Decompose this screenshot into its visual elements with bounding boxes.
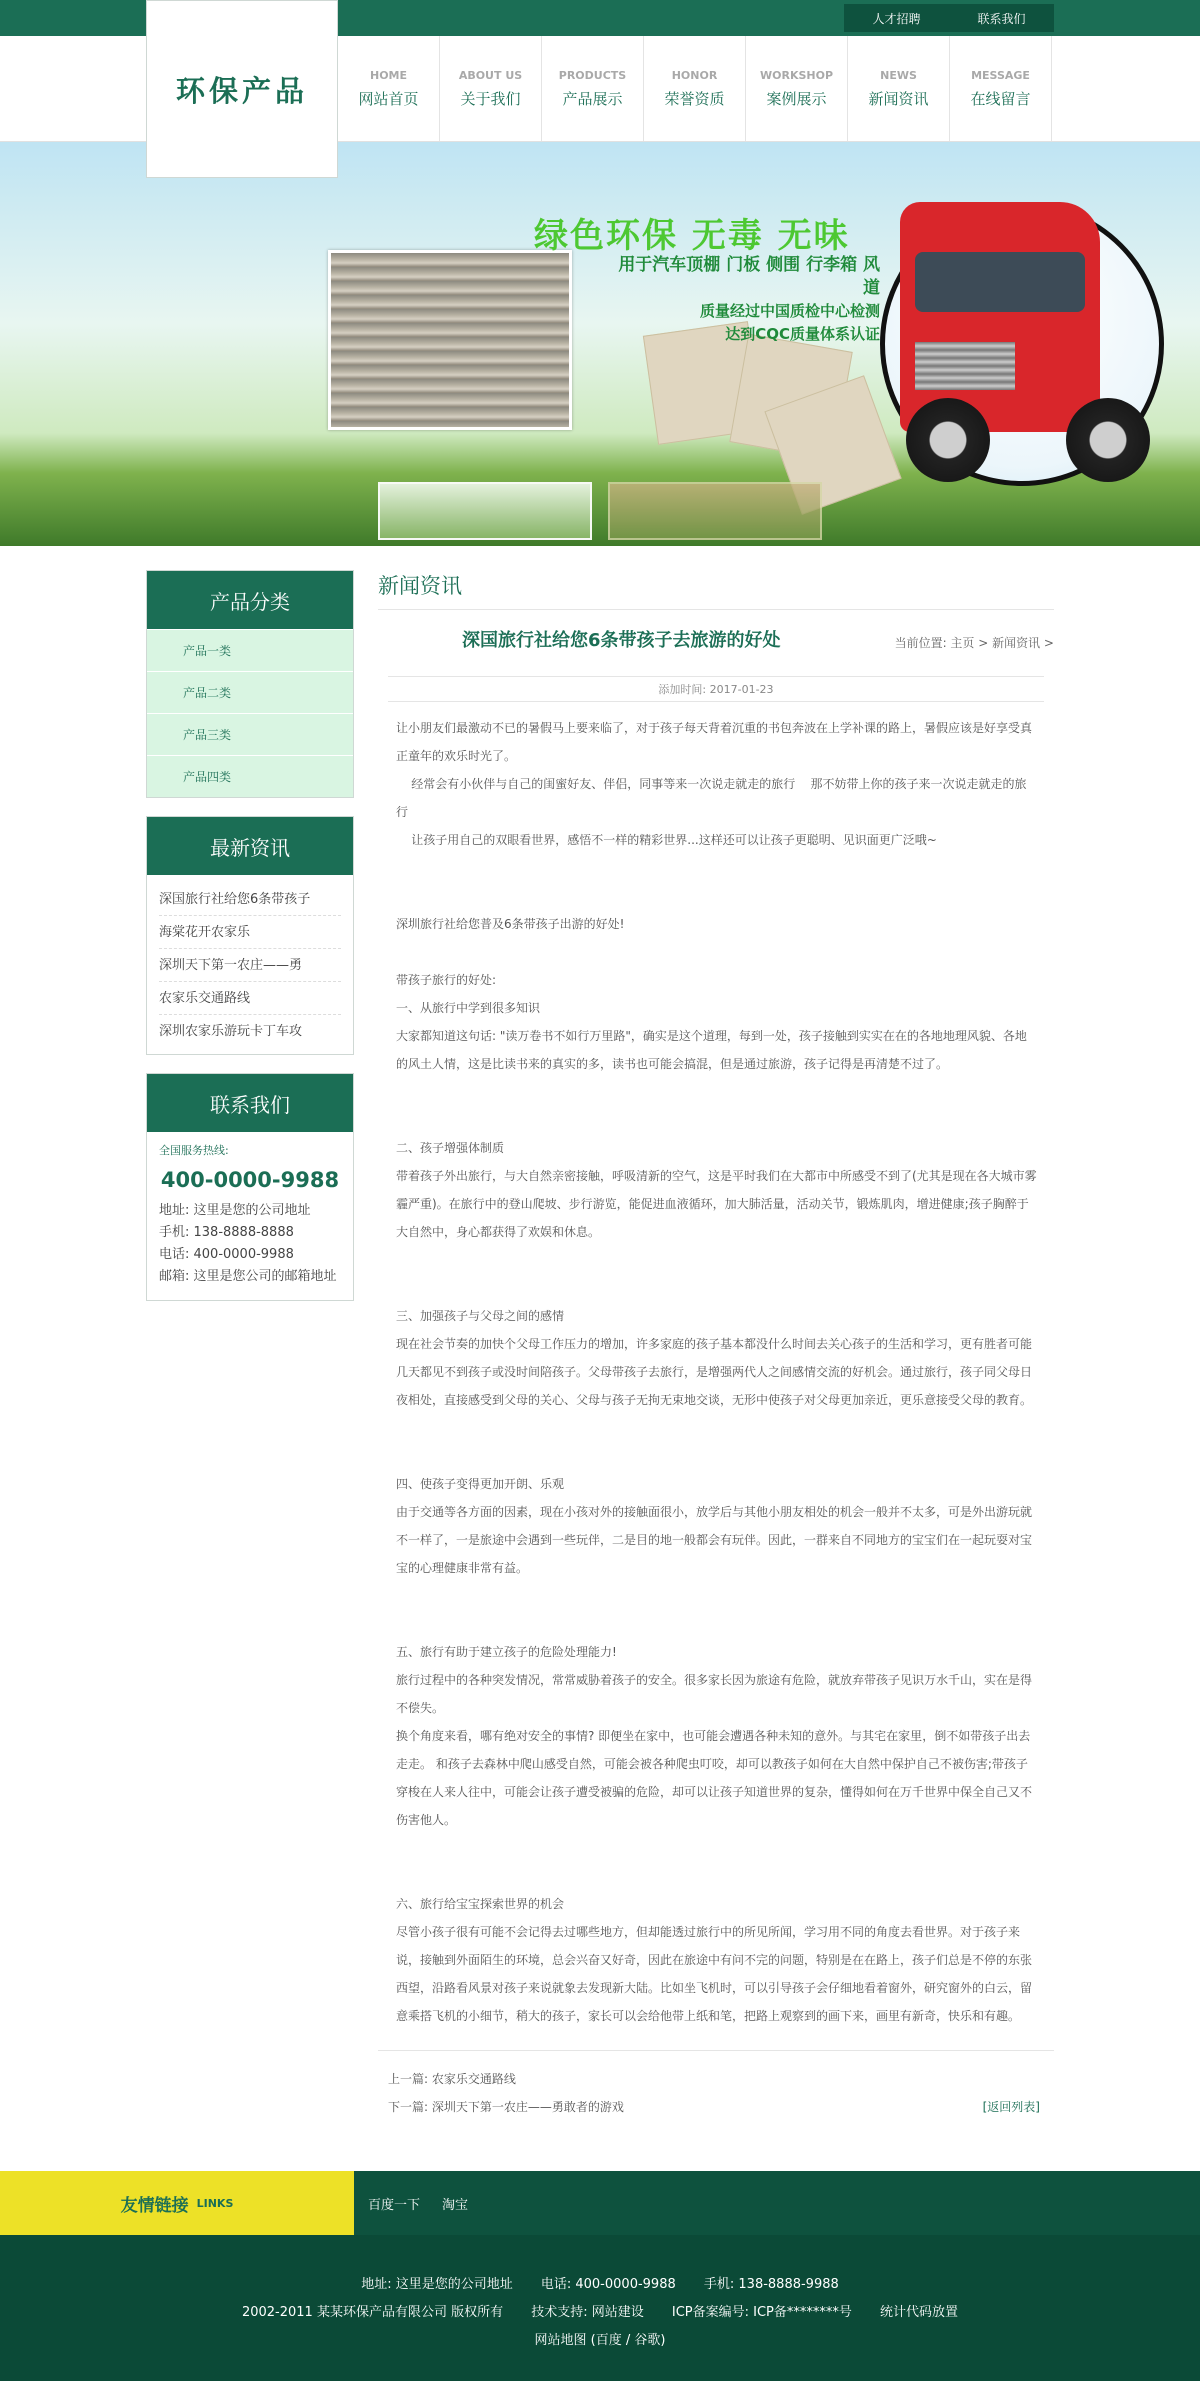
nav-item-workshop[interactable] [746,36,848,141]
footer-mobile: 手机: 138-8888-9988 [703,2277,839,2292]
nav-item-home[interactable] [338,36,440,141]
banner-truck-wheel [1066,398,1150,482]
top-link-contact[interactable]: 联系我们 [977,11,1026,26]
site-logo[interactable] [146,0,338,178]
news-link[interactable]: 深圳农家乐游玩卡丁车攻 [159,1024,303,1039]
news-link[interactable]: 农家乐交通路线 [159,982,341,1015]
news-link[interactable]: 深圳天下第一农庄——勇 [159,949,341,982]
hero-banner [0,142,1200,546]
article-subheading: 三、加强孩子与父母之间的感情 [396,1309,565,1323]
footer-line-2 [0,2299,1200,2327]
latest-news-box [146,816,354,1055]
nav-en: NEWS [880,68,917,82]
article-body [378,702,1054,2030]
nav-item-news[interactable] [848,36,950,141]
banner-line: 用于汽车顶棚 门板 侧围 行李箱 风道 [618,255,880,298]
contact-email: 邮箱: 这里是您公司的邮箱地址 [159,1269,337,1284]
banner-product-photo [328,250,572,430]
article-subheading: 六、旅行给宝宝探索世界的机会 [396,1897,565,1911]
logo-text: 环保产品 [175,73,308,108]
latest-news-title: 最新资讯 [147,817,353,875]
friend-links-title-en: LINKS [196,2196,234,2210]
news-link[interactable]: 深国旅行社给您6条带孩子 [159,883,341,916]
contact-address: 地址: 这里是您的公司地址 [159,1203,311,1218]
sidebar [146,570,354,2121]
footer-address: 地址: 这里是您的公司地址 [361,2277,513,2292]
header [0,36,1200,142]
article-paragraph: 让小朋友们最激动不已的暑假马上要来临了，对于孩子每天背着沉重的书包奔波在上学补课的路上，暑假应该是好享受真正童年的欢乐时光了。 [396,721,1033,763]
friend-links-label [0,2171,354,2235]
back-to-list-link[interactable]: [返回列表] [982,2100,1040,2114]
contact-box [146,1073,354,1301]
banner-line: 质量经过中国质检中心检测 [699,302,880,320]
nav-en: WORKSHOP [759,68,834,82]
banner-truck-window [915,252,1085,312]
nav-en: ABOUT US [458,68,523,82]
top-link-jobs[interactable]: 人才招聘 [872,11,921,26]
banner-thumbnails [378,482,838,540]
banner-feature-lines [610,254,880,346]
article-date: 添加时间: 2017-01-23 [388,676,1044,702]
banner-truck-grill [915,342,1015,390]
nav-item-message[interactable] [950,36,1052,141]
article-paragraph: 经常会有小伙伴与自己的闺蜜好友、伴侣，同事等来一次说走就走的旅行 那不妨带上你的孩子来一次说走就走的旅行 [396,777,1027,819]
contact-mobile: 手机: 138-8888-8888 [159,1225,294,1240]
nav-cn: 在线留言 [970,89,1031,108]
footer-tech-support[interactable]: 技术支持: 网站建设 [531,2305,644,2320]
article-paragraph: 带孩子旅行的好处: [396,973,497,987]
category-item[interactable]: 产品四类 [147,755,353,797]
top-links [844,4,1054,32]
article-paragraph: 换个角度来看，哪有绝对安全的事情? 即便坐在家中，也可能会遭遇各种未知的意外。与其宅在家里，倒不如带孩子出去走走。 和孩子去森林中爬山感受自然，可能会被各种爬虫叮咬，却可以教孩子如何在大自然中保护自己不被伤害;带孩子穿梭在人来人往中，可能会让孩子遭受被骗的危险，却可以让孩子知道世界的复杂，懂得如何在万千世界中保全自己又不伤害他人。 [396,1729,1033,1827]
nav-item-products[interactable] [542,36,644,141]
footer-phone: 电话: 400-0000-9988 [540,2277,676,2292]
hotline-label: 全国服务热线: [159,1144,229,1157]
article-subheading: 五、旅行有助于建立孩子的危险处理能力! [396,1645,617,1659]
main-nav [338,36,1052,141]
nav-cn: 新闻资讯 [868,89,929,108]
nav-item-honor[interactable] [644,36,746,141]
banner-truck-wheel [906,398,990,482]
footer-icp[interactable]: ICP备案编号: ICP备********号 [671,2305,852,2320]
footer-copyright: 2002-2011 某某环保产品有限公司 版权所有 [241,2305,504,2320]
footer [0,2235,1200,2381]
article-title: 深国旅行社给您6条带孩子去旅游的好处 [462,630,781,651]
banner-line: 达到CQC质量体系认证 [725,325,880,343]
article-paragraph: 让孩子用自己的双眼看世界，感悟不一样的精彩世界...这样还可以让孩子更聪明、见识面更广泛哦~ [396,833,937,847]
category-item[interactable]: 产品二类 [147,671,353,713]
article-paragraph: 深圳旅行社给您普及6条带孩子出游的好处! [396,917,625,931]
prev-article-link[interactable]: 上一篇: 农家乐交通路线 [388,2072,516,2086]
contact-title: 联系我们 [147,1074,353,1132]
article-paragraph: 现在社会节奏的加快个父母工作压力的增加，许多家庭的孩子基本都没什么时间去关心孩子的生活和学习，更有胜者可能几天都见不到孩子或没时间陪孩子。父母带孩子去旅行，是增强两代人之间感情交流的好机会。通过旅行，孩子同父母日夜相处，直接感受到父母的关心、父母与孩子无拘无束地交谈，无形中使孩子对父母更加亲近，更乐意接受父母的教育。 [396,1337,1033,1407]
section-title: 新闻资讯 [378,570,1054,610]
friend-link-baidu[interactable]: 百度一下 [368,2197,421,2213]
footer-stats: 统计代码放置 [880,2305,959,2320]
nav-en: HOME [369,68,408,82]
article-subheading: 四、使孩子变得更加开朗、乐观 [396,1477,565,1491]
banner-truck-image [900,202,1100,432]
article-paragraph: 带着孩子外出旅行，与大自然亲密接触，呼吸清新的空气，这是平时我们在大都市中所感受不到了(尤其是现在各大城市雾霾严重)。在旅行中的登山爬坡、步行游览，能促进血液循环，加大肺活量，活动关节，锻炼肌肉，增进健康;孩子胸醉于大自然中，身心都获得了欢娱和休息。 [396,1169,1037,1239]
article-paragraph: 大家都知道这句话: "读万卷书不如行万里路"，确实是这个道理，每到一处，孩子接触到实实在在的各地地理风貌、各地的风土人情，这是比读书来的真实的多，读书也可能会搞混，但是通过旅游，孩子记得是再清楚不过了。 [396,1029,1027,1071]
main-area [146,546,1054,2171]
banner-thumb-1[interactable] [378,482,592,540]
article-subheading: 二、孩子增强体制质 [396,1141,505,1155]
news-link[interactable]: 海棠花开农家乐 [159,916,341,949]
banner-slogan: 绿色环保 无毒 无味 [534,216,850,256]
article-paragraph: 由于交通等各方面的因素，现在小孩对外的接触面很小，放学后与其他小朋友相处的机会一般并不太多，可是外出游玩就不一样了，一是旅途中会遇到一些玩伴，二是目的地一般都会有玩伴。因此，一群来自不同地方的宝宝们在一起玩耍对宝宝的心理健康非常有益。 [396,1505,1033,1575]
friend-links-title: 友情链接 [120,2195,189,2216]
article-paragraph: 尽管小孩子很有可能不会记得去过哪些地方，但却能透过旅行中的所见所闻，学习用不同的角度去看世界。对于孩子来说，接触到外面陌生的环境，总会兴奋又好奇，因此在旅途中有问不完的问题，特别是在在路上，孩子们总是不停的东张西望，沿路看风景对孩子来说就象去发现新大陆。比如坐飞机时，可以引导孩子会仔细地看着窗外，研究窗外的白云，留意乘搭飞机的小细节，稍大的孩子，家长可以会给他带上纸和笔，把路上观察到的画下来，画里有新奇，快乐和有趣。 [396,1925,1033,2023]
nav-cn: 网站首页 [358,89,419,108]
prev-next-nav [378,2050,1054,2121]
nav-cn: 关于我们 [460,89,521,108]
article-content [378,570,1054,2121]
category-box [146,570,354,798]
nav-en: HONOR [671,68,718,82]
nav-en: PRODUCTS [558,68,627,82]
next-article-link[interactable]: 下一篇: 深圳天下第一农庄——勇敢者的游戏 [388,2100,624,2114]
breadcrumb[interactable]: 当前位置: 主页 > 新闻资讯 > [894,636,1054,650]
article-subheading: 一、从旅行中学到很多知识 [396,1001,541,1015]
nav-cn: 产品展示 [562,89,623,108]
nav-en: MESSAGE [971,68,1030,82]
nav-item-about[interactable] [440,36,542,141]
friend-links-bar [0,2171,1200,2235]
category-item[interactable]: 产品一类 [147,629,353,671]
contact-phone: 电话: 400-0000-9988 [159,1247,294,1262]
category-title: 产品分类 [147,571,353,629]
footer-sitemap[interactable]: 网站地图 (百度 / 谷歌) [534,2333,666,2348]
nav-cn: 荣誉资质 [664,89,725,108]
footer-line-1 [0,2271,1200,2299]
nav-cn: 案例展示 [766,89,827,108]
hotline-number: 400-0000-9988 [160,1168,340,1192]
category-item[interactable]: 产品三类 [147,713,353,755]
banner-thumb-2[interactable] [608,482,822,540]
article-paragraph: 旅行过程中的各种突发情况，常常威胁着孩子的安全。很多家长因为旅途有危险，就放弃带孩子见识万水千山，实在是得不偿失。 [396,1673,1033,1715]
friend-link-taobao[interactable]: 淘宝 [442,2197,469,2213]
